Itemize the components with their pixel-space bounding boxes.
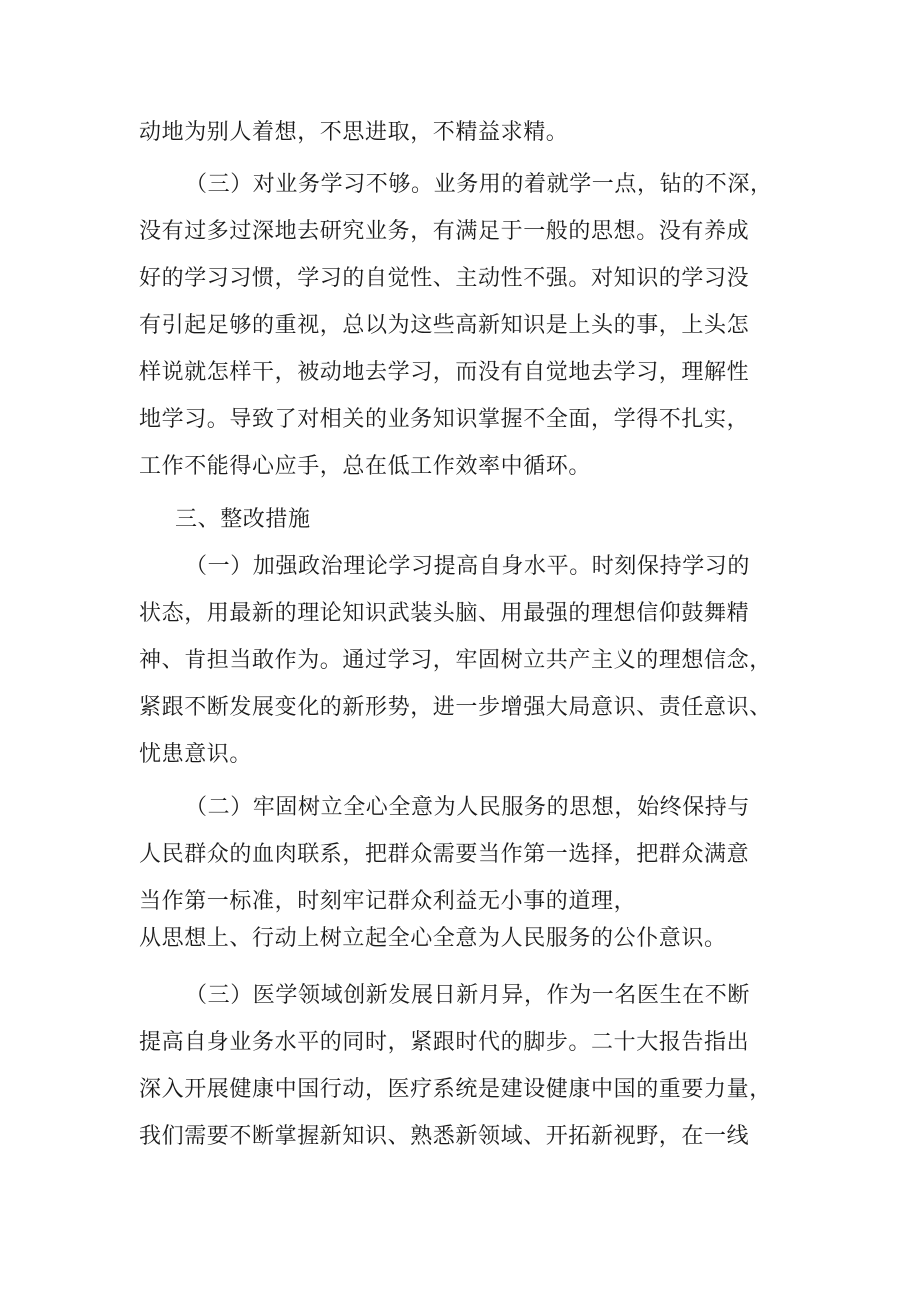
- text-line: 好的学习习惯，学习的自觉性、主动性不强。对知识的学习没: [139, 266, 750, 291]
- text-line: 忧患意识。: [139, 742, 253, 767]
- section-heading: 三、整改措施: [175, 507, 311, 532]
- text-line: 从思想上、行动上树立起全心全意为人民服务的公仆意识。: [139, 926, 727, 951]
- text-line: 动地为别人着想，不思进取，不精益求精。: [139, 120, 569, 145]
- text-line: 紧跟不断发展变化的新形势，进一步增强大局意识、责任意识、: [139, 695, 772, 720]
- text-line: 有引起足够的重视，总以为这些高新知识是上头的事，上头怎: [139, 313, 750, 338]
- text-line: 地学习。导致了对相关的业务知识掌握不全面，学得不扎实，: [139, 407, 750, 432]
- text-line: （一）加强政治理论学习提高自身水平。时刻保持学习的: [185, 554, 751, 579]
- text-line: 提高自身业务水平的同时，紧跟时代的脚步。二十大报告指出: [139, 1030, 750, 1055]
- text-line: 没有过多过深地去研究业务，有满足于一般的思想。没有养成: [139, 219, 750, 244]
- text-line: 人民群众的血肉联系，把群众需要当作第一选择，把群众满意: [139, 842, 750, 867]
- text-line: 状态，用最新的理论知识武装头脑、用最强的理想信仰鼓舞精: [139, 601, 750, 626]
- text-line: （三）医学领域创新发展日新月异，作为一名医生在不断: [185, 983, 751, 1008]
- text-line: 神、肯担当敢作为。通过学习，牢固树立共产主义的理想信念，: [139, 648, 772, 673]
- text-line: 深入开展健康中国行动，医疗系统是建设健康中国的重要力量，: [139, 1077, 772, 1102]
- text-line: 工作不能得心应手，总在低工作效率中循环。: [139, 454, 592, 479]
- text-line: 当作第一标准，时刻牢记群众利益无小事的道理，: [139, 889, 637, 914]
- text-line: （二）牢固树立全心全意为人民服务的思想，始终保持与: [185, 795, 751, 820]
- text-line: 我们需要不断掌握新知识、熟悉新领域、开拓新视野，在一线: [139, 1124, 750, 1149]
- text-line: 样说就怎样干，被动地去学习，而没有自觉地去学习，理解性: [139, 360, 750, 385]
- text-line: （三）对业务学习不够。业务用的着就学一点，钻的不深，: [185, 172, 773, 197]
